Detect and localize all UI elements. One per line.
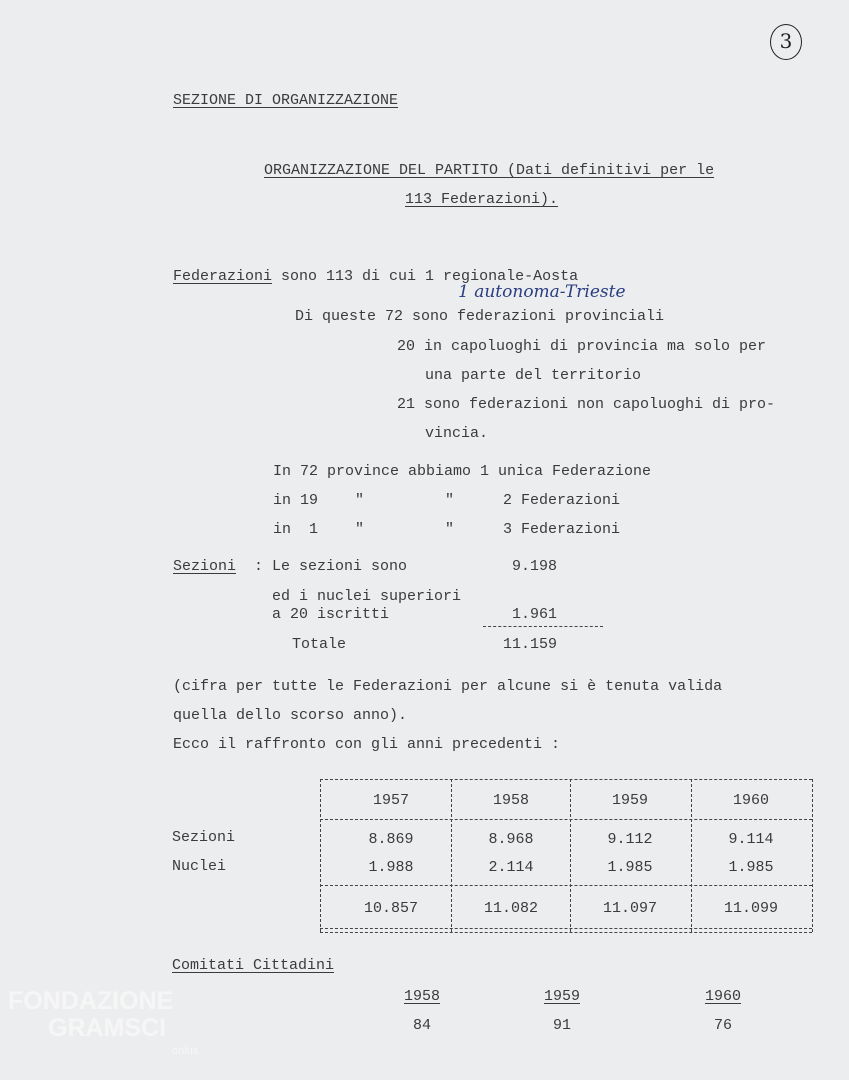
sezioni-value-1: 9.198 [512,558,558,575]
watermark-line-1: FONDAZIONE [8,987,174,1015]
sezioni-line-1: Le sezioni sono [272,558,408,575]
nuclei-cell: 2.114 [488,859,534,876]
province-row-3-d: 3 Federazioni [503,521,621,538]
comitati-value: 91 [552,1017,571,1034]
federazioni-line-1: Di queste 72 sono federazioni provinciali [295,308,665,325]
sezioni-line-3: a 20 iscritti [272,606,390,623]
comitati-year: 1958 [403,988,440,1005]
sezioni-line-2: ed i nuclei superiori [272,588,462,605]
sezioni-total-value: 11.159 [503,636,558,653]
year-header: 1958 [492,792,529,809]
total-cell: 11.099 [723,900,778,917]
federazioni-label: Federazioni [173,268,273,285]
note-line-1: (cifra per tutte le Federazioni per alcune si è tenuta valida [173,678,723,695]
federazioni-line-4: 21 sono federazioni non capoluoghi di pro- [397,396,776,413]
sezioni-value-2: 1.961 [512,606,558,623]
comparison-intro: Ecco il raffronto con gli anni precedenti : [173,736,561,753]
province-row-2-c: " [445,492,455,509]
province-row-3-b: " [355,521,365,538]
watermark-line-3: onlus [172,1045,199,1057]
province-row-2-b: " [355,492,365,509]
federazioni-line-3: una parte del territorio [425,367,642,384]
province-row-3-c: " [445,521,455,538]
comitati-year: 1960 [704,988,741,1005]
sezioni-colon: : [254,558,264,575]
province-row-2-a: in 19 [273,492,319,509]
comitati-value: 84 [412,1017,431,1034]
year-header: 1960 [732,792,769,809]
comitati-label: Comitati Cittadini [172,957,335,974]
federazioni-text: sono 113 di cui 1 regionale-Aosta [272,268,579,285]
page-number: 3 [770,24,802,60]
heading-line-2: 113 Federazioni). [405,191,559,208]
table-row-label-nuclei: Nuclei [172,858,227,875]
heading-line-1: ORGANIZZAZIONE DEL PARTITO (Dati definitivi per le [264,162,715,179]
total-cell: 11.082 [483,900,538,917]
year-header: 1959 [611,792,648,809]
nuclei-cell: 1.988 [368,859,414,876]
sezioni-total-label: Totale [292,636,347,653]
sezioni-cell: 8.968 [488,831,534,848]
year-header: 1957 [372,792,409,809]
table-row-label-sezioni: Sezioni [172,829,236,846]
nuclei-cell: 1.985 [728,859,774,876]
section-title: SEZIONE DI ORGANIZZAZIONE [173,92,399,109]
federazioni-line-5: vincia. [425,425,489,442]
province-row-3-a: in 1 [273,521,319,538]
sezioni-cell: 9.112 [607,831,653,848]
comitati-year: 1959 [543,988,580,1005]
total-cell: 11.097 [602,900,657,917]
watermark-line-2: GRAMSCI [48,1014,167,1042]
comitati-value: 76 [713,1017,732,1034]
federazioni-line-2: 20 in capoluoghi di provincia ma solo per [397,338,767,355]
sezioni-cell: 9.114 [728,831,774,848]
total-cell: 10.857 [363,900,418,917]
sezioni-label: Sezioni [173,558,237,575]
sezioni-cell: 8.869 [368,831,414,848]
note-line-2: quella dello scorso anno). [173,707,408,724]
handwritten-annotation: 1 autonoma-Trieste [458,282,626,302]
province-row-1: In 72 province abbiamo 1 unica Federazione [273,463,652,480]
sum-rule [483,626,603,627]
nuclei-cell: 1.985 [607,859,653,876]
province-row-2-d: 2 Federazioni [503,492,621,509]
